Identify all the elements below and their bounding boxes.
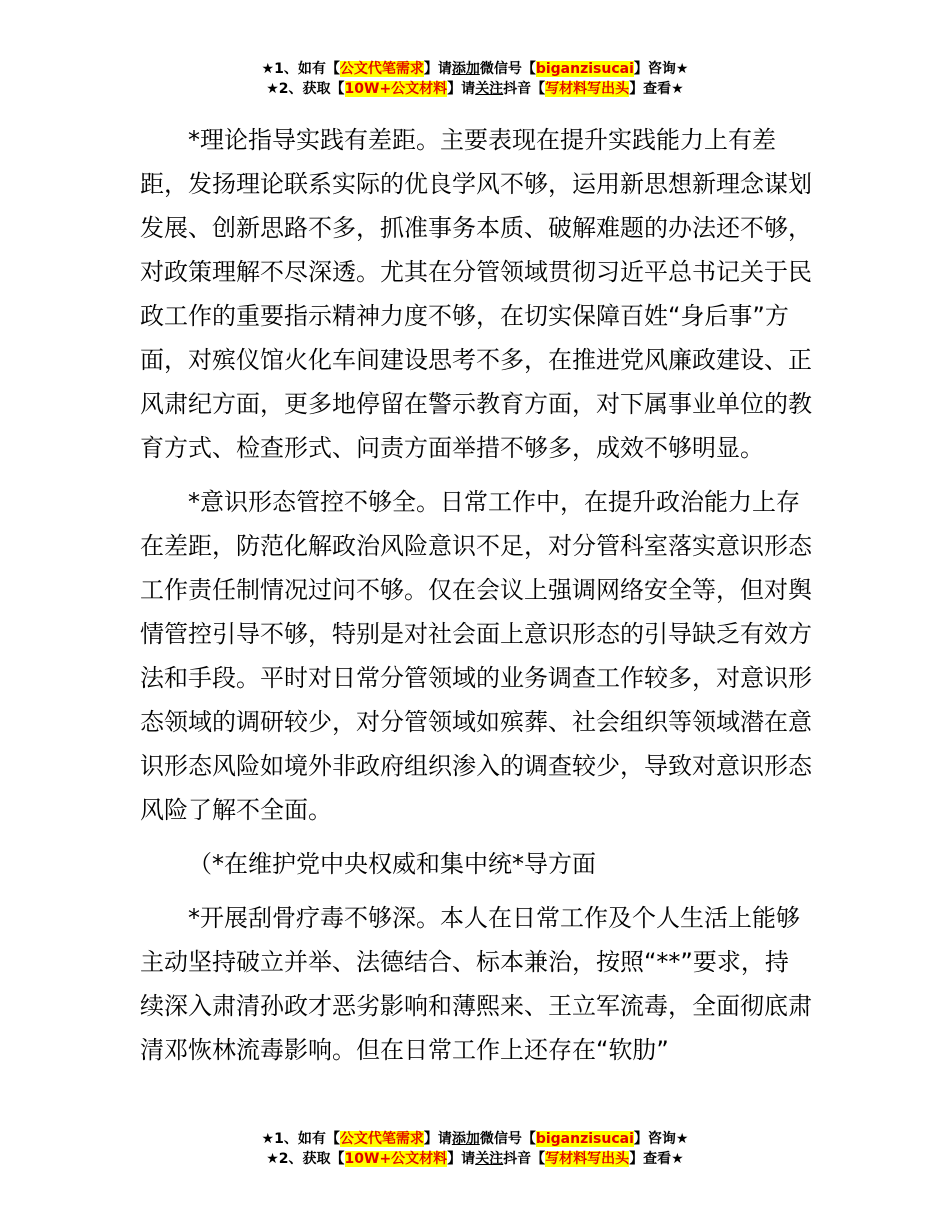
banner-text: 】查看★	[629, 1151, 684, 1167]
banner-text: 】查看★	[629, 81, 684, 97]
banner-text: 微信号【	[479, 61, 536, 77]
section-heading: （*在维护党中央权威和集中统*导方面	[188, 850, 596, 878]
paragraph-deep-cleanup: *开展刮骨疗毒不够深。本人在日常工作及个人生活上能够主动坚持破立并举、法德结合、标本兼治，按照“**”要求，持续深入肃清孙政才恶劣影响和薄熙来、王立军流毒，全面彻底肃清邓恢林流毒影响。但在日常工作上还存在“软肋”	[140, 904, 812, 1064]
highlight-materials: 10W+公文材料	[344, 1151, 448, 1167]
document-body	[140, 118, 812, 1072]
highlight-douyin-id: 写材料写出头	[545, 81, 630, 97]
banner-text-underlined: 添加	[451, 1131, 480, 1147]
highlight-service: 公文代笔需求	[339, 1131, 424, 1147]
banner-text: 微信号【	[479, 1131, 536, 1147]
banner-line-2	[0, 1149, 950, 1169]
banner-text: ★2、获取【	[266, 1151, 345, 1167]
banner-text: 抖音【	[503, 1151, 546, 1167]
highlight-douyin-id: 写材料写出头	[545, 1151, 630, 1167]
banner-text: 】咨询★	[633, 61, 689, 77]
banner-text-underlined: 关注	[475, 1151, 504, 1167]
banner-text: 】请	[447, 1151, 476, 1167]
banner-text-underlined: 添加	[451, 61, 480, 77]
banner-text: ★2、获取【	[266, 81, 345, 97]
banner-text: 】请	[423, 61, 452, 77]
banner-text: 】请	[423, 1131, 452, 1147]
banner-line-1	[0, 1129, 950, 1149]
banner-text: 抖音【	[503, 81, 546, 97]
banner-text: 】请	[447, 81, 476, 97]
banner-line-1	[0, 59, 950, 79]
banner-text-underlined: 关注	[475, 81, 504, 97]
banner-text: 】咨询★	[633, 1131, 689, 1147]
paragraph-theory-practice: *理论指导实践有差距。主要表现在提升实践能力上有差距，发扬理论联系实际的优良学风不够，运用新思想新理念谋划发展、创新思路不多，抓准事务本质、破解难题的办法还不够，对政策理解不尽深透。尤其在分管领域贯彻习近平总书记关于民政工作的重要指示精神力度不够，在切实保障百姓“身后事”方面，对殡仪馆火化车间建设思考不多，在推进党风廉政建设、正风肃纪方面，更多地停留在警示教育方面，对下属事业单位的教育方式、检查形式、问责方面举措不够多，成效不够明显。	[140, 126, 812, 462]
highlight-wechat-id: biganzisucai	[535, 61, 634, 77]
banner-line-2	[0, 79, 950, 99]
footer-banner	[0, 1129, 950, 1169]
header-banner	[0, 59, 950, 99]
banner-text: ★1、如有【	[261, 61, 340, 77]
highlight-service: 公文代笔需求	[339, 61, 424, 77]
highlight-wechat-id: biganzisucai	[535, 1131, 634, 1147]
banner-text: ★1、如有【	[261, 1131, 340, 1147]
paragraph-ideology-control: *意识形态管控不够全。日常工作中，在提升政治能力上存在差距，防范化解政治风险意识不足，对分管科室落实意识形态工作责任制情况过问不够。仅在会议上强调网络安全等，但对舆情管控引导不够，特别是对社会面上意识形态的引导缺乏有效方法和手段。平时对日常分管领域的业务调查工作较多，对意识形态领域的调研较少，对分管领域如殡葬、社会组织等领域潜在意识形态风险如境外非政府组织渗入的调查较少，导致对意识形态风险了解不全面。	[140, 488, 812, 824]
highlight-materials: 10W+公文材料	[344, 81, 448, 97]
